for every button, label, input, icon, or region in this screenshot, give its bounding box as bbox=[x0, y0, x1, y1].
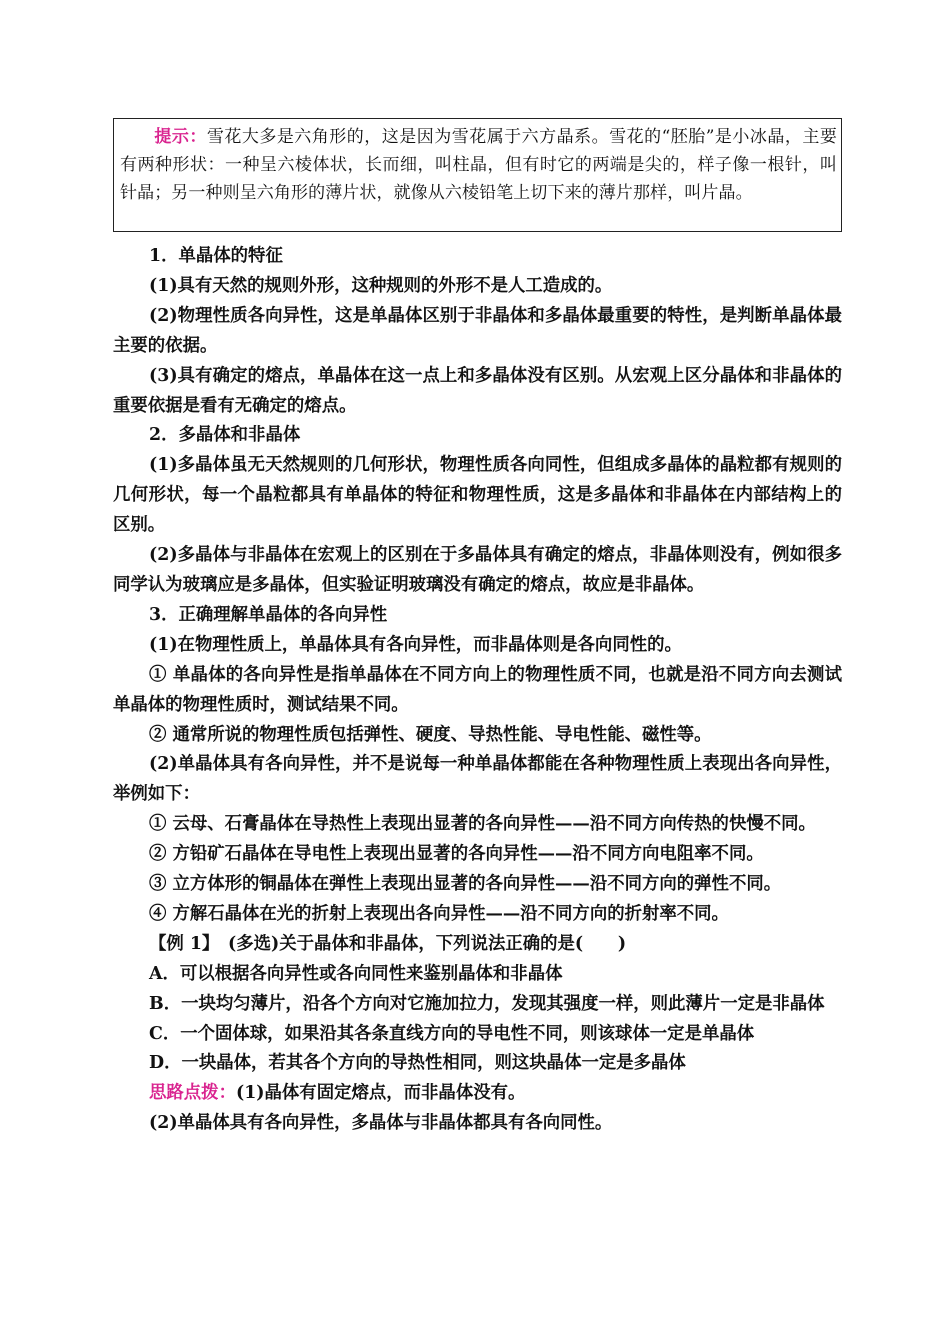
option-c: C．一个固体球，如果沿其各条直线方向的导电性不同，则该球体一定是单晶体 bbox=[149, 1023, 755, 1044]
tips-line-2: (2)单晶体具有各向异性，多晶体与非晶体都具有各向同性。 bbox=[149, 1113, 613, 1134]
hint-box bbox=[113, 118, 842, 232]
option-d: D．一块晶体，若其各个方向的导热性相同，则这块晶体一定是多晶体 bbox=[149, 1053, 686, 1074]
example-label: 【例 1】 bbox=[149, 933, 211, 954]
paragraph: (1)多晶体虽无天然规则的几何形状，物理性质各向同性，但组成多晶体的晶粒都有规则的几何形状，每一个晶粒都具有单晶体的特征和物理性质，这是多晶体和非晶体在内部结构上的区别。 bbox=[113, 455, 842, 536]
main-content bbox=[113, 242, 842, 1139]
paragraph: (1)具有天然的规则外形，这种规则的外形不是人工造成的。 bbox=[149, 275, 613, 296]
tips-label: 思路点拨： bbox=[149, 1083, 236, 1104]
tips-text-1: (1)晶体有固定熔点，而非晶体没有。 bbox=[235, 1083, 526, 1104]
section-heading-2: 2．多晶体和非晶体 bbox=[149, 425, 301, 446]
option-b: B．一块均匀薄片，沿各个方向对它施加拉力，发现其强度一样，则此薄片一定是非晶体 bbox=[149, 993, 825, 1014]
paragraph: (3)具有确定的熔点，单晶体在这一点上和多晶体没有区别。从宏观上区分晶体和非晶体的重要依据是看有无确定的熔点。 bbox=[113, 365, 842, 416]
paragraph: (2)单晶体具有各向异性，并不是说每一种单晶体都能在各种物理性质上表现出各向异性，举例如下： bbox=[113, 754, 842, 805]
section-heading-3: 3．正确理解单晶体的各向异性 bbox=[149, 604, 388, 625]
paragraph: (2)多晶体与非晶体在宏观上的区别在于多晶体具有确定的熔点，非晶体则没有，例如很多同学认为玻璃应是多晶体，但实验证明玻璃没有确定的熔点，故应是非晶体。 bbox=[113, 545, 842, 595]
list-item: ① 云母、石膏晶体在导热性上表现出显著的各向异性——沿不同方向传热的快慢不同。 bbox=[149, 814, 816, 835]
example-question bbox=[113, 930, 842, 960]
list-item: ② 方铅矿石晶体在导电性上表现出显著的各向异性——沿不同方向电阻率不同。 bbox=[149, 844, 764, 865]
paragraph: (1)在物理性质上，单晶体具有各向异性，而非晶体则是各向同性的。 bbox=[149, 634, 682, 655]
hint-text: 雪花大多是六角形的，这是因为雪花属于六方晶系。雪花的“胚胎”是小冰晶，主要有两种形状：一种呈六棱体状，长而细，叫柱晶，但有时它的两端是尖的，样子像一根针，叫针晶；另一种则呈六角形的薄片状，就像从六棱铅笔上切下来的薄片那样，叫片晶。 bbox=[120, 127, 837, 203]
paragraph: (2)物理性质各向异性，这是单晶体区别于非晶体和多晶体最重要的特性，是判断单晶体最主要的依据。 bbox=[113, 305, 842, 356]
example-question-text: (多选)关于晶体和非晶体，下列说法正确的是( ) bbox=[210, 933, 627, 954]
list-item: ① 单晶体的各向异性是指单晶体在不同方向上的物理性质不同，也就是沿不同方向去测试单晶体的物理性质时，测试结果不同。 bbox=[113, 664, 842, 715]
list-item: ③ 立方体形的铜晶体在弹性上表现出显著的各向异性——沿不同方向的弹性不同。 bbox=[149, 874, 782, 895]
list-item: ④ 方解石晶体在光的折射上表现出各向异性——沿不同方向的折射率不同。 bbox=[149, 903, 729, 924]
option-a: A．可以根据各向异性或各向同性来鉴别晶体和非晶体 bbox=[149, 963, 563, 984]
section-heading-1: 1．单晶体的特征 bbox=[149, 246, 283, 266]
tips-line bbox=[113, 1079, 842, 1109]
hint-label: 提示： bbox=[154, 127, 207, 147]
list-item: ② 通常所说的物理性质包括弹性、硬度、导热性能、导电性能、磁性等。 bbox=[149, 724, 712, 745]
